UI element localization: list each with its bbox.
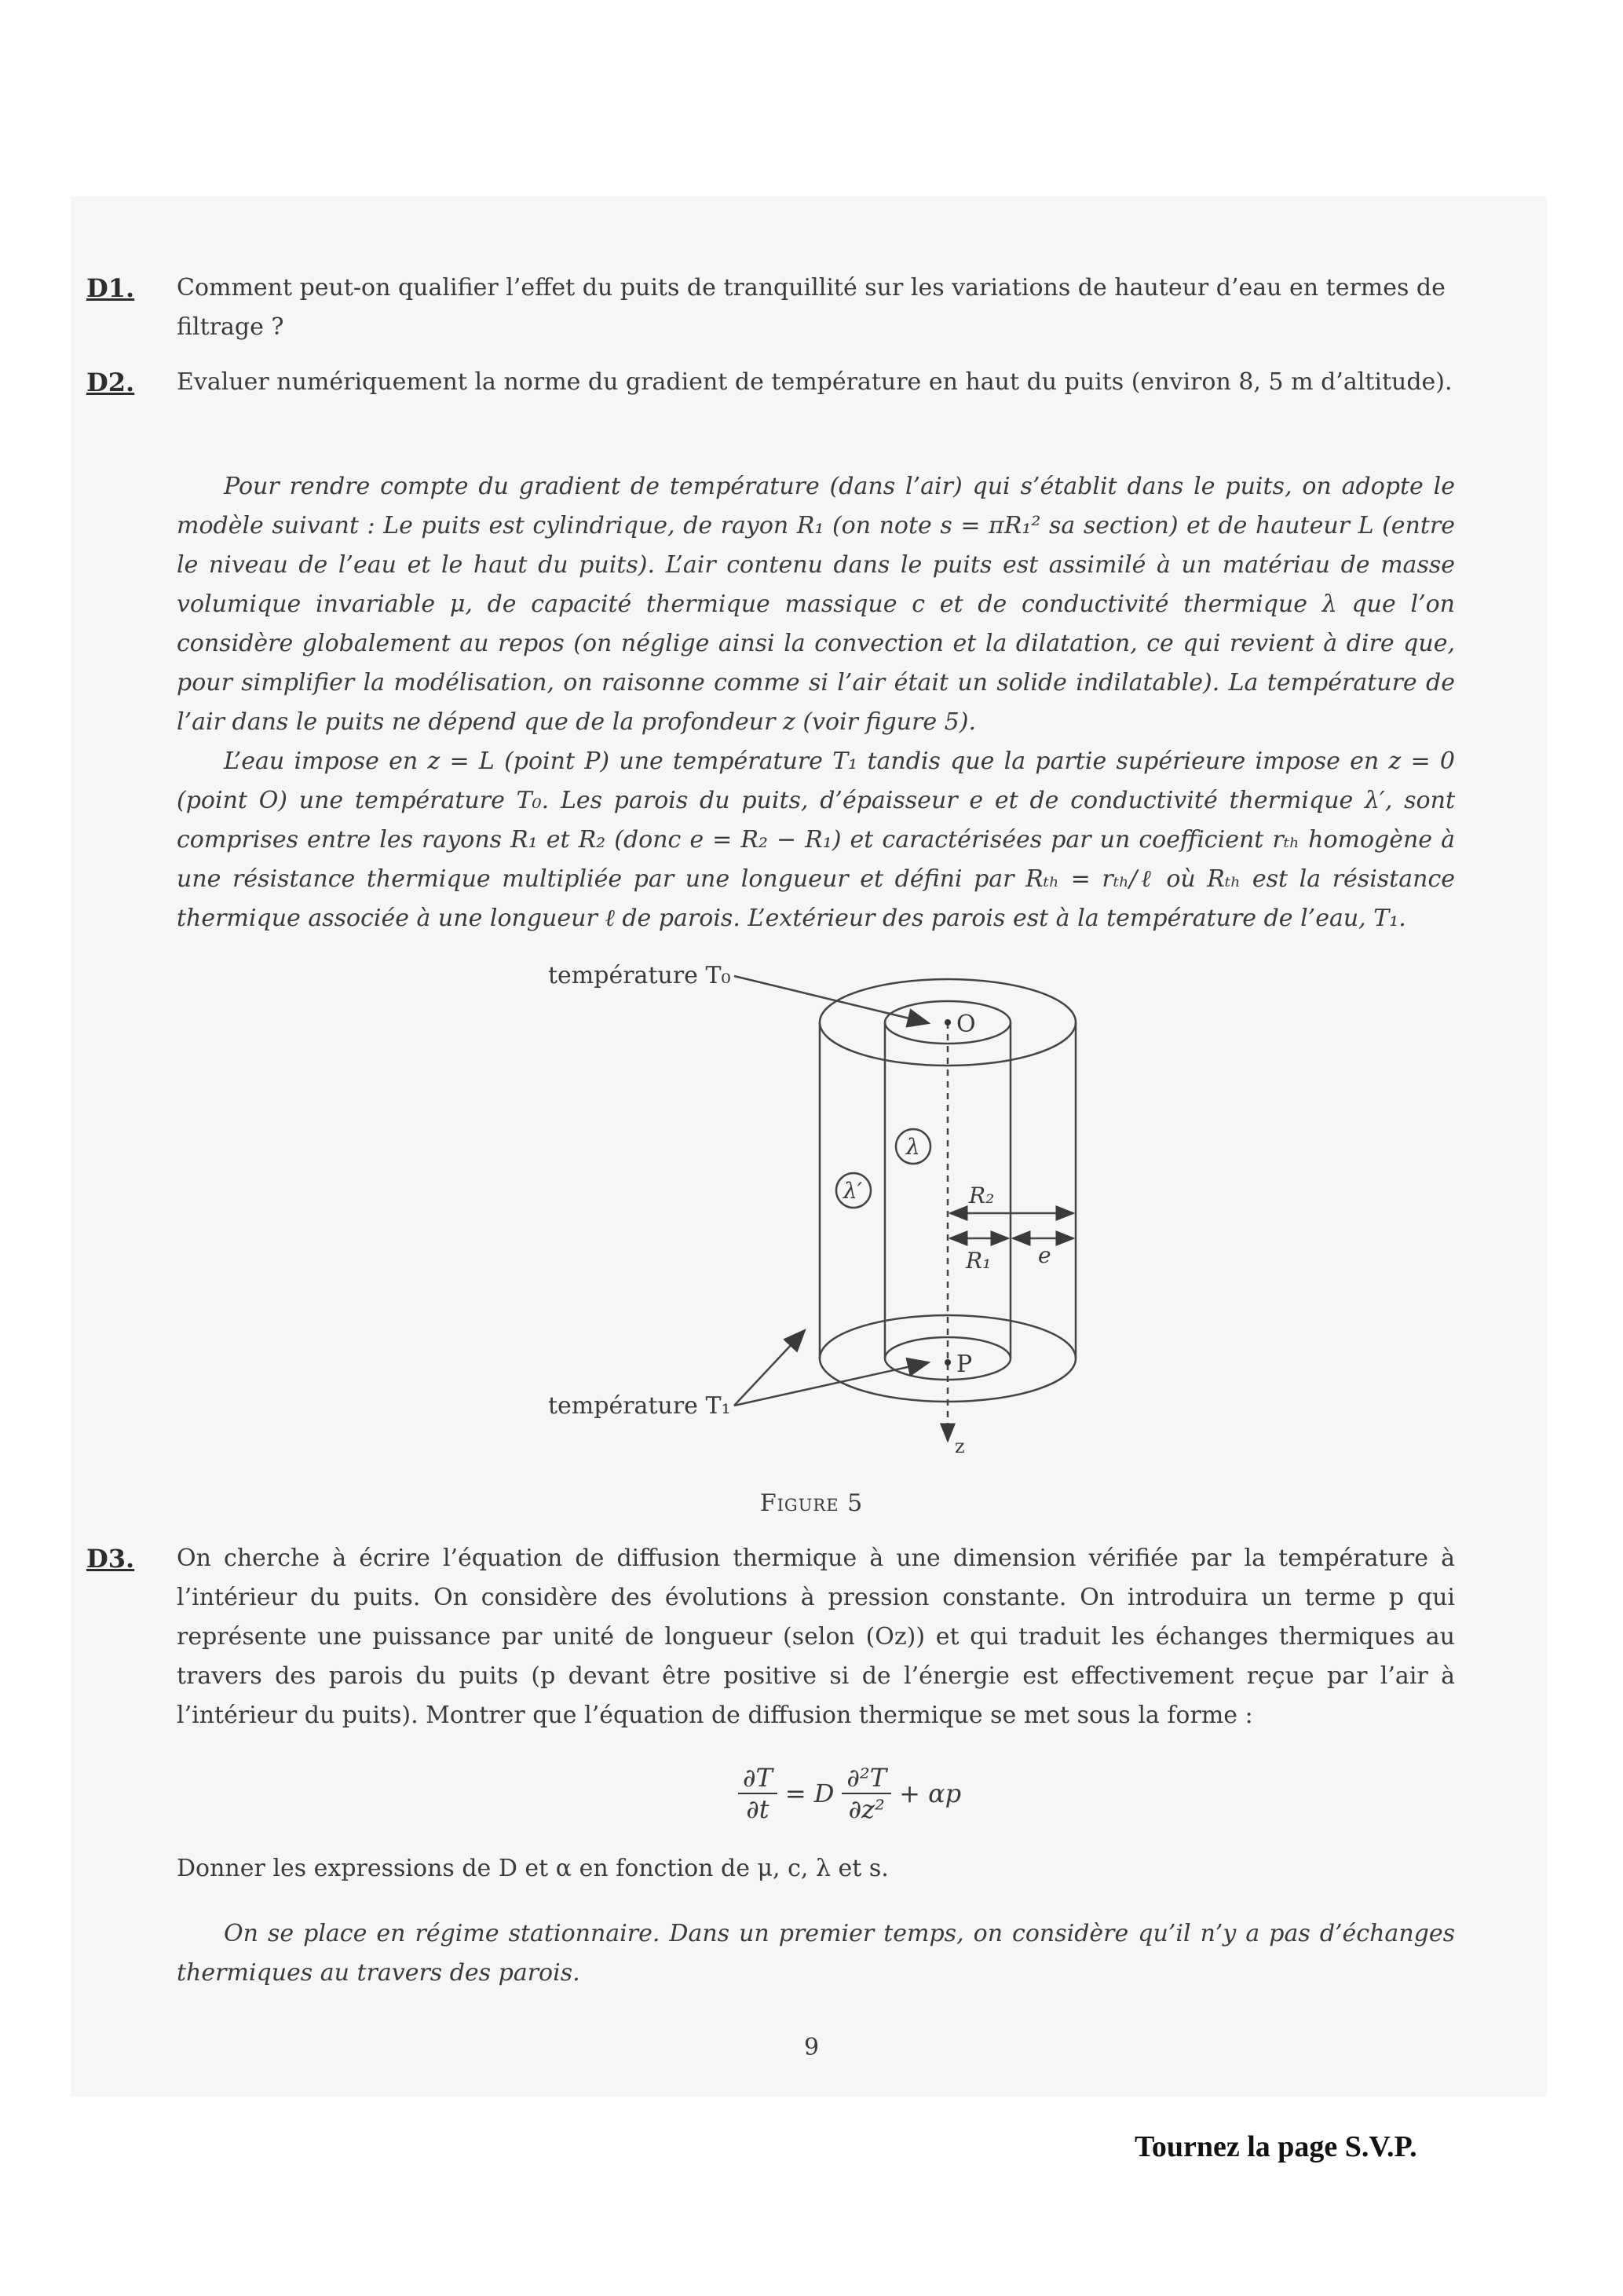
model-paragraph-1: Pour rendre compte du gradient de température (dans l’air) qui s’établit dans le puits, on adopte le modèle suivant : Le puits est cylindrique, de rayon R₁ (on note s = πR₁² sa section) et de hauteur L (entre le niveau de l’eau et le haut du puits). L’air contenu dans le puits est assimilé à un matériau de masse volumique invariable μ, de capacité thermique massique c et de conductivité thermique λ que l’on considère globalement au repos (on néglige ainsi la convection et la dilatation, ce qui revient à dire que, pour simplifier la modélisation, on raisonne comme si l’air était un solide indilatable). La température de l’air dans le puits ne dépend que de la profondeur z (voir figure 5).	[177, 473, 1455, 736]
label-axis-z: z	[955, 1435, 965, 1457]
diffusion-equation	[738, 1763, 961, 1824]
figure-5-well-diagram	[0, 950, 1623, 1484]
label-temperature-t0: température T₀	[548, 962, 731, 989]
label-temperature-t1: température T₁	[548, 1392, 731, 1420]
model-paragraph-2: L’eau impose en z = L (point P) une température T₁ tandis que la partie supérieure impose en z = 0 (point O) une température T₀. Les parois du puits, d’épaisseur e et de conductivité thermique λ′, sont comprises entre les rayons R₁ et R₂ (donc e = R₂ − R₁) et caractérisées par un coefficient rₜₕ homogène à une résistance thermique multipliée par une longueur et défini par Rₜₕ = rₜₕ/ℓ où Rₜₕ est la résistance thermique associée à une longueur ℓ de parois. L’extérieur des parois est à la température de l’eau, T₁.	[177, 748, 1455, 932]
question-text-d1: Comment peut-on qualifier l’effet du puits de tranquillité sur les variations de hauteur d’eau en termes de filtrage ?	[177, 274, 1446, 341]
label-e: e	[1038, 1242, 1051, 1268]
label-lambda: λ	[906, 1134, 920, 1160]
eq-coefficient-d: D	[813, 1779, 835, 1808]
label-point-p: P	[956, 1351, 973, 1378]
footer-turn-page: Tournez la page S.V.P.	[1135, 2130, 1417, 2163]
point-p-dot	[945, 1359, 951, 1366]
label-r2: R₂	[969, 1183, 995, 1208]
model-description	[177, 467, 1455, 938]
question-text-d2: Evaluer numériquement la norme du gradient de température en haut du puits (environ 8, 5 m d’altitude).	[177, 368, 1453, 396]
eq-lhs-numerator: ∂T	[738, 1763, 777, 1794]
label-r1: R₁	[966, 1248, 992, 1274]
question-text-d3: On cherche à écrire l’équation de diffusion thermique à une dimension vérifiée par la température à l’intérieur du puits. On considère des évolutions à pression constante. On introduira un terme p qui représente une puissance par unité de longueur (selon (Oz)) et qui traduit les échanges thermiques au travers des parois du puits (p devant être positive si de l’énergie est effectivement reçue par l’air à l’intérieur du puits). Montrer que l’équation de diffusion thermique se met sous la forme :	[177, 1545, 1455, 1729]
figure-caption: Figure 5	[759, 1490, 864, 1517]
stationary-regime-note	[177, 1914, 1455, 1993]
eq-rhs-numerator: ∂²T	[842, 1763, 891, 1794]
eq-lhs-denominator: ∂t	[746, 1794, 769, 1824]
d3-follow-up: Donner les expressions de D et α en fonction de μ, c, λ et s.	[177, 1855, 889, 1882]
question-label-d1: D1.	[86, 273, 135, 303]
page-number: 9	[803, 2034, 820, 2061]
fraction-dt	[738, 1763, 777, 1824]
t1-pointer-arrow-wall	[734, 1330, 805, 1406]
point-o-dot	[945, 1019, 951, 1026]
eq-equals: =	[784, 1779, 806, 1808]
stationary-note-text: On se place en régime stationnaire. Dans un premier temps, on considère qu’il n’y a pas d’échanges thermiques au travers des parois.	[177, 1920, 1455, 1987]
question-label-d3: D3.	[86, 1544, 135, 1574]
eq-rhs-denominator: ∂z²	[848, 1794, 885, 1824]
eq-source-term: + αp	[899, 1779, 962, 1808]
question-label-d2: D2.	[86, 367, 135, 397]
label-point-o: O	[956, 1011, 976, 1038]
fraction-d2z	[842, 1763, 891, 1824]
label-lambda-prime: λ′	[843, 1178, 863, 1204]
